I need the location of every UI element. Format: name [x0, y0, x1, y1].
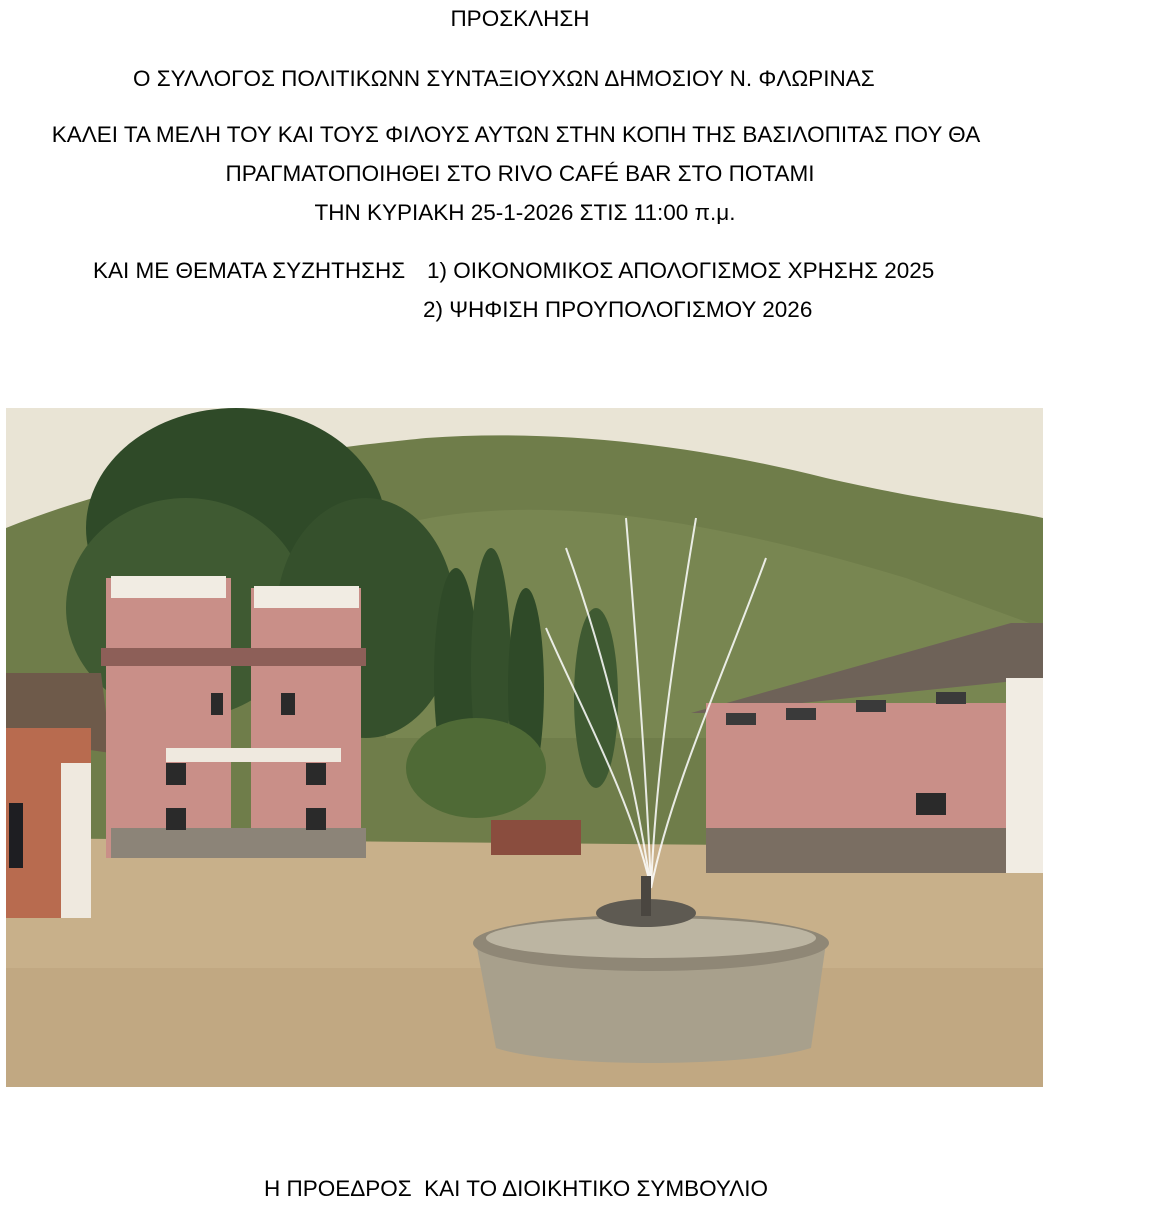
invitation-line-3: ΤΗΝ ΚΥΡΙΑΚΗ 25-1-2026 ΣΤΙΣ 11:00 π.μ. — [314, 200, 736, 225]
agenda-item-2: 2) ΨΗΦΙΣΗ ΠΡΟΥΠΟΛΟΓΙΣΜΟΥ 2026 — [423, 297, 813, 322]
signature-line: Η ΠΡΟΕΔΡΟΣ ΚΑΙ ΤΟ ΔΙΟΙΚΗΤΙΚΟ ΣΥΜΒΟΥΛΙΟ — [263, 1176, 769, 1201]
organizer-line: Ο ΣΥΛΛΟΓΟΣ ΠΟΛΙΤΙΚΩΝΝ ΣΥΝΤΑΞΙΟΥΧΩΝ ΔΗΜΟΣΙΟΥ Ν. ΦΛΩΡΙΝΑΣ — [133, 66, 875, 91]
venue-photo — [6, 408, 1043, 1087]
invitation-line-1: ΚΑΛΕΙ ΤΑ ΜΕΛΗ ΤΟΥ ΚΑΙ ΤΟΥΣ ΦΙΛΟΥΣ ΑΥΤΩΝ ΣΤΗΝ ΚΟΠΗ ΤΗΣ ΒΑΣΙΛΟΠΙΤΑΣ ΠΟΥ ΘΑ — [51, 122, 981, 147]
venue-photo-illustration — [6, 408, 1043, 1087]
page-title: ΠΡΟΣΚΛΗΣΗ — [450, 6, 590, 31]
agenda-intro: ΚΑΙ ΜΕ ΘΕΜΑΤΑ ΣΥΖΗΤΗΣΗΣ — [93, 258, 406, 283]
invitation-line-2: ΠΡΑΓΜΑΤΟΠΟΙΗΘΕΙ ΣΤΟ RIVO CAFÉ BAR ΣΤΟ ΠΟΤΑΜΙ — [225, 161, 815, 186]
agenda-item-1: 1) ΟΙΚΟΝΟΜΙΚΟΣ ΑΠΟΛΟΓΙΣΜΟΣ ΧΡΗΣΗΣ 2025 — [427, 258, 935, 283]
